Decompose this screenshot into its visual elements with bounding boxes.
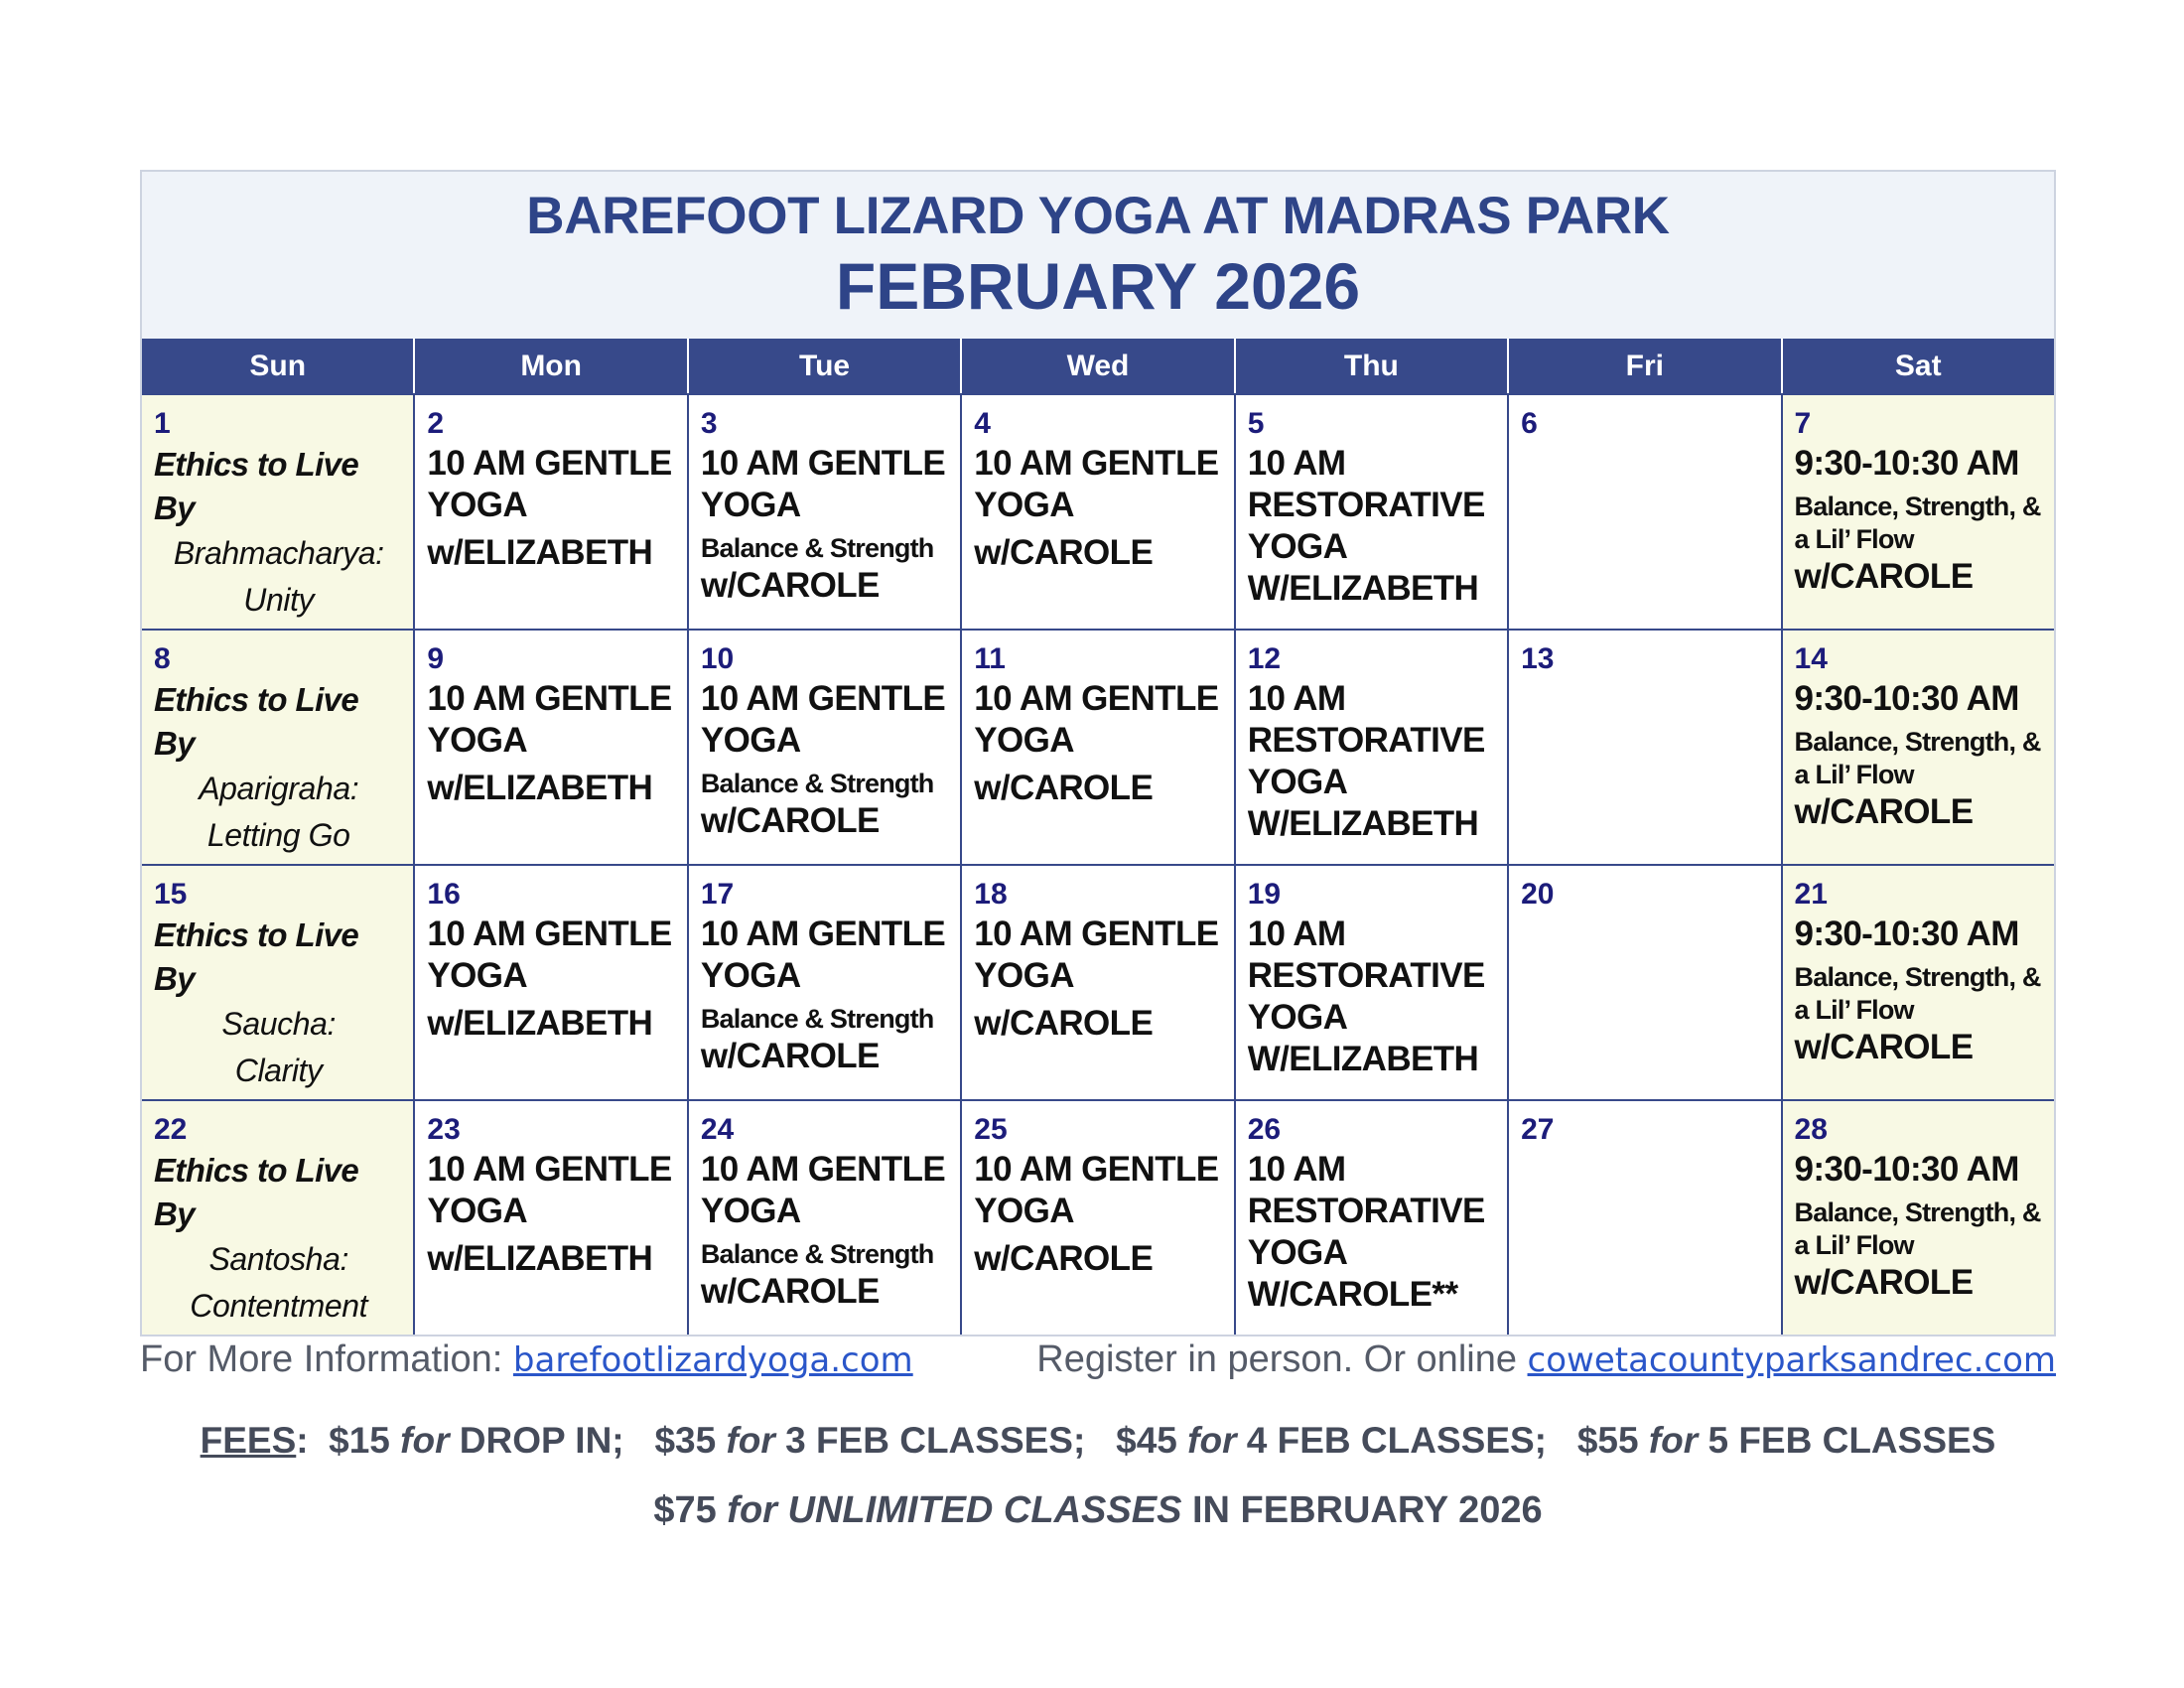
day-cell bbox=[1236, 1101, 1509, 1335]
day-cell bbox=[142, 866, 415, 1099]
fee-5-classes-desc: 5 FEB CLASSES bbox=[1707, 1420, 1996, 1461]
day-cell bbox=[1783, 631, 2054, 864]
class-subtitle: Balance & Strength bbox=[700, 1004, 934, 1034]
fee-for-word: for bbox=[400, 1420, 450, 1461]
class-type: YOGA bbox=[700, 1192, 801, 1230]
day-number: 5 bbox=[1247, 407, 1265, 440]
day-number: 2 bbox=[427, 407, 445, 440]
day-cell bbox=[415, 631, 688, 864]
class-time: 9:30-10:30 AM bbox=[1794, 914, 2019, 953]
calendar-grid bbox=[142, 393, 2054, 1335]
class-type: YOGA bbox=[1247, 998, 1348, 1037]
calendar-header bbox=[142, 172, 2054, 339]
class-type: YOGA bbox=[974, 1192, 1074, 1230]
class-time: 10 AM GENTLE bbox=[700, 444, 946, 483]
class-instructor: w/CAROLE bbox=[1794, 792, 1974, 831]
class-instructor: w/CAROLE bbox=[974, 533, 1154, 572]
class-subtitle: Balance, Strength, & bbox=[1794, 1197, 2041, 1227]
fees-line: FEES: $15 for DROP IN; $35 for 3 FEB CLASSES; $45 for 4 FEB CLASSES; $55 for 5 FEB CLASSES bbox=[200, 1420, 1996, 1461]
class-time: 9:30-10:30 AM bbox=[1794, 679, 2019, 718]
day-number: 12 bbox=[1247, 642, 1282, 675]
day-number: 6 bbox=[1521, 407, 1538, 440]
class-time: 10 AM GENTLE bbox=[974, 914, 1219, 953]
day-number: 17 bbox=[700, 878, 735, 911]
ethics-title: Ethics to Live By bbox=[154, 446, 359, 526]
day-number: 1 bbox=[154, 407, 171, 440]
unlimited-price: $75 bbox=[653, 1489, 717, 1531]
class-type: YOGA bbox=[974, 486, 1074, 524]
fee-for-word: for bbox=[726, 1420, 775, 1461]
class-type: RESTORATIVE bbox=[1247, 956, 1485, 995]
ethics-principle: Santosha: bbox=[208, 1241, 348, 1277]
day-number: 14 bbox=[1794, 642, 1828, 675]
day-cell bbox=[689, 395, 962, 629]
info-link[interactable]: barefootlizardyoga.com bbox=[512, 1340, 913, 1380]
week-row bbox=[142, 1099, 2054, 1335]
day-cell bbox=[1783, 395, 2054, 629]
class-subtitle: Balance & Strength bbox=[700, 533, 934, 563]
class-type: RESTORATIVE bbox=[1247, 721, 1485, 760]
day-cell bbox=[1509, 866, 1782, 1099]
day-number: 8 bbox=[154, 642, 171, 675]
fee-3-classes-price: $35 bbox=[654, 1420, 717, 1461]
class-instructor: W/ELIZABETH bbox=[1247, 569, 1479, 608]
day-cell bbox=[415, 866, 688, 1099]
class-time: 10 AM bbox=[1247, 444, 1346, 483]
class-subtitle: a Lil’ Flow bbox=[1794, 1230, 1914, 1260]
day-number: 10 bbox=[700, 642, 735, 675]
day-cell bbox=[1509, 631, 1782, 864]
class-time: 10 AM bbox=[1247, 679, 1346, 718]
class-time: 10 AM GENTLE bbox=[427, 914, 672, 953]
fees-label: FEES bbox=[200, 1420, 297, 1461]
day-number: 24 bbox=[700, 1113, 735, 1146]
day-cell bbox=[1509, 1101, 1782, 1335]
register-link[interactable]: cowetacountyparksandrec.com bbox=[1527, 1340, 2056, 1380]
day-number: 19 bbox=[1247, 878, 1282, 911]
class-subtitle: a Lil’ Flow bbox=[1794, 524, 1914, 554]
day-cell bbox=[962, 866, 1235, 1099]
day-cell bbox=[142, 631, 415, 864]
class-subtitle: Balance, Strength, & bbox=[1794, 962, 2041, 992]
class-subtitle: Balance, Strength, & bbox=[1794, 727, 2041, 757]
class-subtitle: a Lil’ Flow bbox=[1794, 995, 1914, 1025]
weekday-mon: Mon bbox=[415, 339, 688, 393]
day-cell bbox=[1236, 866, 1509, 1099]
day-cell bbox=[142, 395, 415, 629]
class-time: 10 AM GENTLE bbox=[427, 1150, 672, 1189]
page-title: BAREFOOT LIZARD YOGA AT MADRAS PARK bbox=[526, 187, 1670, 245]
ethics-title: Ethics to Live By bbox=[154, 1152, 359, 1232]
register-text: Register in person. Or online bbox=[1036, 1338, 1517, 1380]
day-cell bbox=[689, 866, 962, 1099]
day-cell bbox=[962, 1101, 1235, 1335]
ethics-principle: Brahmacharya: bbox=[173, 535, 384, 571]
class-instructor: W/CAROLE** bbox=[1247, 1275, 1458, 1314]
day-cell bbox=[689, 631, 962, 864]
class-instructor: w/CAROLE bbox=[974, 1004, 1154, 1043]
class-type: YOGA bbox=[974, 721, 1074, 760]
class-instructor: w/CAROLE bbox=[974, 1239, 1154, 1278]
week-row bbox=[142, 864, 2054, 1099]
weekday-wed: Wed bbox=[962, 339, 1235, 393]
day-number: 3 bbox=[700, 407, 718, 440]
fee-drop-in-price: $15 bbox=[329, 1420, 390, 1461]
fee-drop-in-desc: DROP IN; bbox=[459, 1420, 624, 1461]
fee-for-word: for bbox=[1187, 1420, 1237, 1461]
class-subtitle: a Lil’ Flow bbox=[1794, 760, 1914, 789]
day-cell bbox=[1509, 395, 1782, 629]
class-time: 10 AM GENTLE bbox=[974, 444, 1219, 483]
class-subtitle: Balance, Strength, & bbox=[1794, 492, 2041, 521]
weekday-sat: Sat bbox=[1894, 349, 1942, 382]
class-subtitle: Balance & Strength bbox=[700, 769, 934, 798]
class-type: YOGA bbox=[1247, 527, 1348, 566]
day-number: 13 bbox=[1521, 642, 1555, 675]
class-instructor: W/ELIZABETH bbox=[1247, 804, 1479, 843]
fee-3-classes-desc: 3 FEB CLASSES; bbox=[785, 1420, 1086, 1461]
class-type: YOGA bbox=[427, 956, 528, 995]
ethics-title: Ethics to Live By bbox=[154, 681, 359, 762]
day-number: 21 bbox=[1794, 878, 1828, 911]
class-subtitle: Balance & Strength bbox=[700, 1239, 934, 1269]
class-instructor: w/CAROLE bbox=[700, 1037, 880, 1075]
day-number: 26 bbox=[1247, 1113, 1282, 1146]
class-type: YOGA bbox=[1247, 1233, 1348, 1272]
class-type: YOGA bbox=[700, 721, 801, 760]
class-time: 10 AM GENTLE bbox=[974, 1150, 1219, 1189]
day-number: 15 bbox=[154, 878, 188, 911]
class-instructor: w/ELIZABETH bbox=[427, 1239, 653, 1278]
weekday-header-row bbox=[142, 339, 2054, 393]
day-number: 22 bbox=[154, 1113, 188, 1146]
day-number: 23 bbox=[427, 1113, 461, 1146]
fee-4-classes-price: $45 bbox=[1116, 1420, 1177, 1461]
class-instructor: w/CAROLE bbox=[1794, 557, 1974, 596]
class-instructor: w/CAROLE bbox=[974, 769, 1154, 807]
fee-4-classes-desc: 4 FEB CLASSES; bbox=[1246, 1420, 1547, 1461]
day-cell bbox=[689, 1101, 962, 1335]
class-time: 10 AM GENTLE bbox=[700, 679, 946, 718]
day-number: 20 bbox=[1521, 878, 1555, 911]
class-instructor: w/CAROLE bbox=[700, 801, 880, 840]
class-type: YOGA bbox=[700, 486, 801, 524]
fee-5-classes-price: $55 bbox=[1576, 1420, 1639, 1461]
month-title: FEBRUARY 2026 bbox=[835, 249, 1361, 323]
unlimited-desc: for UNLIMITED CLASSES bbox=[727, 1489, 1182, 1531]
day-number: 4 bbox=[974, 407, 991, 440]
week-row bbox=[142, 393, 2054, 629]
class-time: 10 AM GENTLE bbox=[700, 914, 946, 953]
class-type: YOGA bbox=[427, 1192, 528, 1230]
class-type: YOGA bbox=[427, 721, 528, 760]
day-number: 7 bbox=[1794, 407, 1812, 440]
ethics-principle: Saucha: bbox=[221, 1006, 337, 1042]
day-cell bbox=[415, 395, 688, 629]
info-line bbox=[140, 1338, 2056, 1381]
register-group bbox=[1036, 1338, 2056, 1381]
day-number: 25 bbox=[974, 1113, 1008, 1146]
week-row bbox=[142, 629, 2054, 864]
fee-for-word: for bbox=[1648, 1420, 1699, 1461]
class-instructor: w/ELIZABETH bbox=[427, 769, 653, 807]
unlimited-fee-line bbox=[140, 1489, 2056, 1532]
day-number: 27 bbox=[1521, 1113, 1555, 1146]
class-time: 10 AM GENTLE bbox=[427, 679, 672, 718]
day-cell bbox=[1236, 395, 1509, 629]
unlimited-suffix: IN FEBRUARY 2026 bbox=[1191, 1489, 1543, 1531]
class-time: 10 AM GENTLE bbox=[427, 444, 672, 483]
info-label: For More Information: bbox=[140, 1338, 503, 1380]
class-time: 9:30-10:30 AM bbox=[1794, 444, 2019, 483]
day-number: 11 bbox=[974, 642, 1006, 675]
class-time: 10 AM GENTLE bbox=[700, 1150, 946, 1189]
class-time: 10 AM GENTLE bbox=[974, 679, 1219, 718]
weekday-thu: Thu bbox=[1236, 339, 1509, 393]
class-time: 10 AM bbox=[1247, 914, 1346, 953]
ethics-meaning: Clarity bbox=[234, 1053, 323, 1088]
weekday-fri: Fri bbox=[1509, 339, 1782, 393]
class-instructor: w/CAROLE bbox=[1794, 1263, 1974, 1302]
class-instructor: W/ELIZABETH bbox=[1247, 1040, 1479, 1078]
class-type: RESTORATIVE bbox=[1247, 486, 1485, 524]
class-type: YOGA bbox=[974, 956, 1074, 995]
weekday-tue: Tue bbox=[689, 339, 962, 393]
day-cell bbox=[962, 631, 1235, 864]
day-number: 9 bbox=[427, 642, 445, 675]
class-type: YOGA bbox=[427, 486, 528, 524]
calendar bbox=[140, 170, 2056, 1336]
day-number: 18 bbox=[974, 878, 1008, 911]
class-instructor: w/ELIZABETH bbox=[427, 1004, 653, 1043]
ethics-title: Ethics to Live By bbox=[154, 916, 359, 997]
day-cell bbox=[962, 395, 1235, 629]
class-instructor: w/ELIZABETH bbox=[427, 533, 653, 572]
class-instructor: w/CAROLE bbox=[1794, 1028, 1974, 1066]
ethics-meaning: Letting Go bbox=[206, 817, 350, 853]
day-cell bbox=[1783, 1101, 2054, 1335]
info-group bbox=[140, 1338, 913, 1381]
ethics-principle: Aparigraha: bbox=[199, 771, 359, 806]
class-type: RESTORATIVE bbox=[1247, 1192, 1485, 1230]
day-number: 16 bbox=[427, 878, 461, 911]
day-cell bbox=[1236, 631, 1509, 864]
day-cell bbox=[142, 1101, 415, 1335]
ethics-meaning: Contentment bbox=[190, 1288, 368, 1324]
day-cell bbox=[1783, 866, 2054, 1099]
class-time: 9:30-10:30 AM bbox=[1794, 1150, 2019, 1189]
day-number: 28 bbox=[1794, 1113, 1828, 1146]
class-type: YOGA bbox=[1247, 763, 1348, 801]
ethics-meaning: Unity bbox=[243, 582, 315, 618]
class-instructor: w/CAROLE bbox=[700, 1272, 880, 1311]
day-cell bbox=[415, 1101, 688, 1335]
class-time: 10 AM bbox=[1247, 1150, 1346, 1189]
weekday-sun: Sun bbox=[142, 339, 415, 393]
class-instructor: w/CAROLE bbox=[700, 566, 880, 605]
class-type: YOGA bbox=[700, 956, 801, 995]
